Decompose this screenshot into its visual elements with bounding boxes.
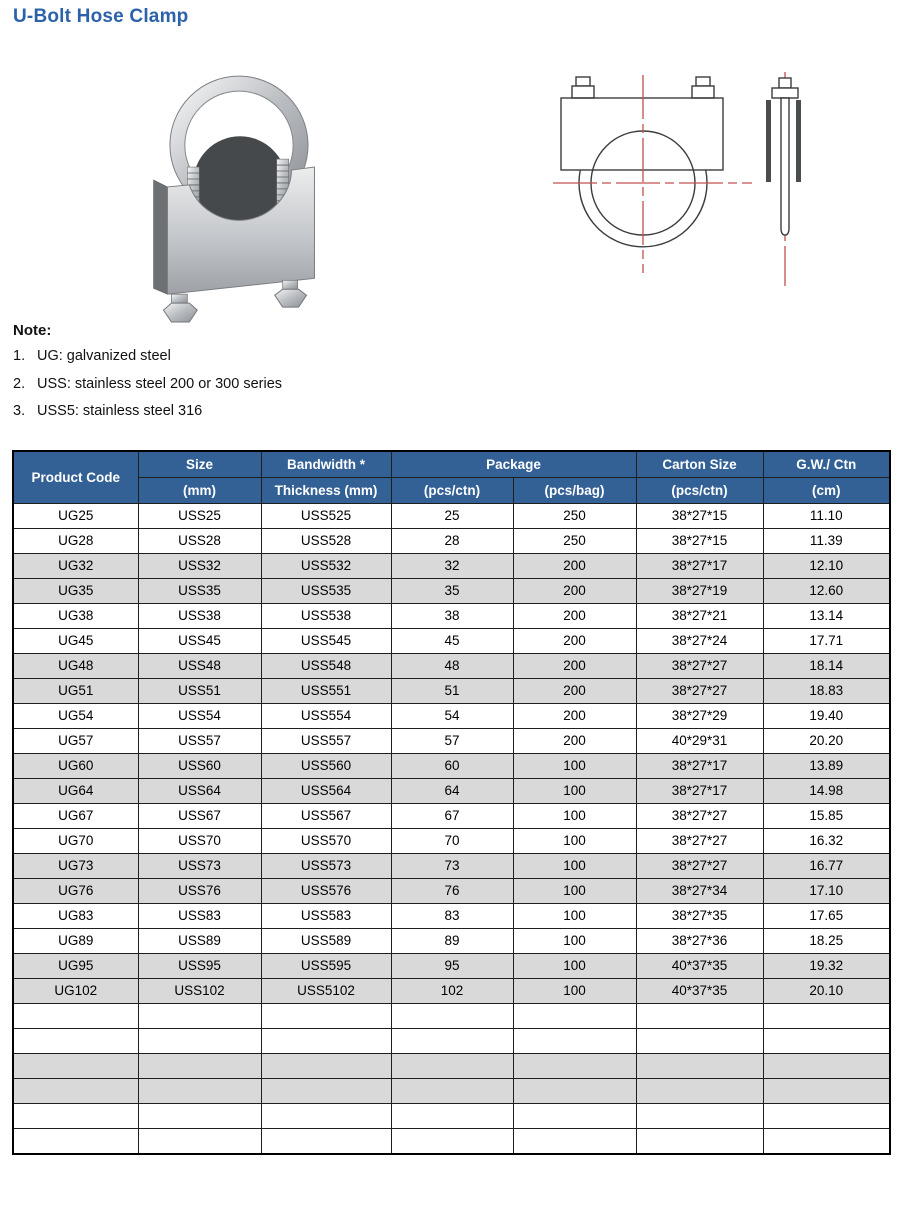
table-cell: UG95 [13,953,138,978]
table-cell: 57 [391,728,513,753]
table-row [13,503,890,528]
table-cell: 67 [391,803,513,828]
table-cell: UG73 [13,853,138,878]
table-row [13,528,890,553]
table-cell: USS528 [261,528,391,553]
table-cell [391,1103,513,1128]
table-row [13,678,890,703]
table-cell: 100 [513,853,636,878]
table-cell: 38*27*36 [636,928,763,953]
table-cell: USS102 [138,978,261,1003]
table-row [13,628,890,653]
table-cell: 38*27*27 [636,678,763,703]
table-cell: USS64 [138,778,261,803]
table-cell: 38*27*17 [636,553,763,578]
table-cell: 100 [513,803,636,828]
table-cell: 38*27*19 [636,578,763,603]
table-cell: 100 [513,753,636,778]
table-cell: 18.83 [763,678,890,703]
table-cell: 48 [391,653,513,678]
table-cell [763,1053,890,1078]
table-cell: 32 [391,553,513,578]
table-row-empty [13,1053,890,1078]
table-cell: USS573 [261,853,391,878]
table-row-empty [13,1003,890,1028]
table-cell: 19.32 [763,953,890,978]
table-cell: USS5102 [261,978,391,1003]
table-cell: UG25 [13,503,138,528]
table-cell [763,1103,890,1128]
table-cell: 76 [391,878,513,903]
table-row [13,828,890,853]
col-header-package: Package [391,451,636,477]
table-cell [261,1028,391,1053]
table-cell: USS83 [138,903,261,928]
table-cell: 20.10 [763,978,890,1003]
table-cell: USS28 [138,528,261,553]
table-cell: USS525 [261,503,391,528]
table-cell [138,1078,261,1103]
u-bolt-clamp-photo [126,28,346,324]
spec-table-body [13,503,890,1154]
table-cell: USS570 [261,828,391,853]
note-item [13,348,282,364]
table-cell: 250 [513,503,636,528]
table-cell: USS567 [261,803,391,828]
table-row-empty [13,1128,890,1154]
table-cell: 25 [391,503,513,528]
table-cell: 200 [513,578,636,603]
col-header-carton-size: Carton Size [636,451,763,477]
table-cell: USS564 [261,778,391,803]
table-cell: 20.20 [763,728,890,753]
table-cell: 28 [391,528,513,553]
table-cell: 12.60 [763,578,890,603]
table-cell: 95 [391,953,513,978]
note-item-number: 3. [13,403,26,419]
table-cell [391,1053,513,1078]
col-subheader-pcs-bag: (pcs/bag) [513,477,636,503]
table-row [13,653,890,678]
side-view-technical-drawing [752,72,814,297]
table-cell: 54 [391,703,513,728]
table-cell: 38*27*17 [636,753,763,778]
table-cell: 200 [513,603,636,628]
note-list [13,348,282,431]
table-cell [138,1053,261,1078]
col-subheader-thickness: Thickness (mm) [261,477,391,503]
table-cell: 38*27*35 [636,903,763,928]
page-title: U-Bolt Hose Clamp [13,6,189,27]
table-cell: USS545 [261,628,391,653]
table-cell: USS535 [261,578,391,603]
table-cell [261,1078,391,1103]
table-cell: 70 [391,828,513,853]
table-cell [13,1028,138,1053]
table-cell: 200 [513,628,636,653]
table-cell [138,1003,261,1028]
table-cell [261,1053,391,1078]
table-row-empty [13,1028,890,1053]
table-cell [636,1028,763,1053]
table-cell: 14.98 [763,778,890,803]
table-cell: UG64 [13,778,138,803]
table-cell [13,1103,138,1128]
note-item [13,376,282,392]
table-cell [636,1003,763,1028]
table-cell: USS532 [261,553,391,578]
table-cell [513,1128,636,1154]
spec-table-header [13,451,890,503]
table-cell: UG83 [13,903,138,928]
table-cell: USS76 [138,878,261,903]
table-cell: 38*27*27 [636,853,763,878]
table-cell: 38*27*34 [636,878,763,903]
table-cell: 200 [513,678,636,703]
table-cell [13,1078,138,1103]
table-row [13,728,890,753]
table-cell: 17.65 [763,903,890,928]
table-cell: 38*27*24 [636,628,763,653]
table-row-empty [13,1078,890,1103]
table-cell: 35 [391,578,513,603]
table-cell: UG67 [13,803,138,828]
table-cell [13,1128,138,1154]
table-cell [138,1028,261,1053]
table-cell: USS32 [138,553,261,578]
table-cell: USS95 [138,953,261,978]
table-cell: 19.40 [763,703,890,728]
table-row [13,578,890,603]
table-row [13,778,890,803]
table-cell [391,1028,513,1053]
table-cell [261,1003,391,1028]
table-cell: 40*37*35 [636,978,763,1003]
table-cell [513,1053,636,1078]
table-cell [261,1128,391,1154]
table-cell: 38*27*27 [636,828,763,853]
table-cell: 100 [513,928,636,953]
table-cell: 200 [513,653,636,678]
table-cell: 83 [391,903,513,928]
table-cell: 100 [513,778,636,803]
table-cell: USS560 [261,753,391,778]
table-cell: USS48 [138,653,261,678]
table-cell [391,1128,513,1154]
col-subheader-gw-unit: (cm) [763,477,890,503]
table-cell: USS45 [138,628,261,653]
table-cell: UG60 [13,753,138,778]
table-cell: 38*27*29 [636,703,763,728]
table-cell: USS51 [138,678,261,703]
table-cell: UG38 [13,603,138,628]
table-row [13,953,890,978]
table-row [13,853,890,878]
table-cell: USS557 [261,728,391,753]
note-item-text: USS: stainless steel 200 or 300 series [37,375,283,392]
table-cell: USS583 [261,903,391,928]
table-cell [636,1128,763,1154]
table-cell: USS589 [261,928,391,953]
table-cell: UG32 [13,553,138,578]
table-cell: UG51 [13,678,138,703]
note-heading: Note: [13,322,52,339]
table-cell [763,1028,890,1053]
table-cell: USS38 [138,603,261,628]
table-cell [138,1128,261,1154]
front-view-technical-drawing [545,70,760,298]
table-cell: 73 [391,853,513,878]
col-subheader-carton-pcs-ctn: (pcs/ctn) [636,477,763,503]
table-cell: 15.85 [763,803,890,828]
table-cell: USS54 [138,703,261,728]
table-cell: USS70 [138,828,261,853]
table-cell: 200 [513,553,636,578]
table-cell: USS57 [138,728,261,753]
table-cell: 60 [391,753,513,778]
table-cell: 16.32 [763,828,890,853]
table-cell: UG35 [13,578,138,603]
table-cell: USS554 [261,703,391,728]
table-cell: UG28 [13,528,138,553]
table-cell: UG76 [13,878,138,903]
table-cell: 13.89 [763,753,890,778]
table-cell: 45 [391,628,513,653]
table-cell: USS73 [138,853,261,878]
table-cell: 38 [391,603,513,628]
table-cell [138,1103,261,1128]
table-cell: 200 [513,728,636,753]
table-cell [513,1103,636,1128]
note-item-number: 1. [13,348,26,364]
table-cell: 38*27*27 [636,653,763,678]
note-item-number: 2. [13,375,26,392]
spec-table [12,450,891,1155]
col-subheader-size-unit: (mm) [138,477,261,503]
table-cell: 102 [391,978,513,1003]
col-header-size: Size [138,451,261,477]
table-cell [13,1053,138,1078]
table-cell [513,1078,636,1103]
table-cell: UG45 [13,628,138,653]
table-cell: 250 [513,528,636,553]
table-row [13,753,890,778]
table-cell: 11.39 [763,528,890,553]
table-cell [391,1003,513,1028]
table-cell: 38*27*21 [636,603,763,628]
col-header-bandwidth: Bandwidth * [261,451,391,477]
table-row [13,978,890,1003]
table-cell: USS25 [138,503,261,528]
table-cell: 11.10 [763,503,890,528]
table-cell [13,1003,138,1028]
table-cell: UG57 [13,728,138,753]
note-item [13,403,282,419]
table-cell: USS595 [261,953,391,978]
table-cell: 38*27*17 [636,778,763,803]
table-cell: 13.14 [763,603,890,628]
note-item-text: USS5: stainless steel 316 [37,403,203,419]
table-cell: USS67 [138,803,261,828]
table-cell: 89 [391,928,513,953]
table-cell: 16.77 [763,853,890,878]
table-cell [513,1003,636,1028]
table-cell: 40*37*35 [636,953,763,978]
table-cell: USS60 [138,753,261,778]
table-cell: 200 [513,703,636,728]
table-row [13,803,890,828]
table-row [13,878,890,903]
table-cell: UG89 [13,928,138,953]
col-header-gw-ctn: G.W./ Ctn [763,451,890,477]
table-cell: 38*27*15 [636,528,763,553]
table-cell: 12.10 [763,553,890,578]
table-cell [636,1053,763,1078]
table-cell: 100 [513,953,636,978]
table-cell: UG102 [13,978,138,1003]
table-cell: 100 [513,878,636,903]
table-cell: 100 [513,903,636,928]
table-cell [636,1103,763,1128]
table-row [13,928,890,953]
table-cell: UG70 [13,828,138,853]
table-cell: USS89 [138,928,261,953]
table-cell: USS548 [261,653,391,678]
table-cell: 17.71 [763,628,890,653]
note-item-text: UG: galvanized steel [37,348,171,364]
table-row [13,553,890,578]
table-cell: USS576 [261,878,391,903]
table-cell: 64 [391,778,513,803]
table-cell: 100 [513,978,636,1003]
table-cell: 100 [513,828,636,853]
table-cell: 17.10 [763,878,890,903]
table-cell: 51 [391,678,513,703]
table-cell: 18.25 [763,928,890,953]
table-row-empty [13,1103,890,1128]
table-cell [763,1003,890,1028]
col-subheader-pcs-ctn: (pcs/ctn) [391,477,513,503]
table-row [13,903,890,928]
table-row [13,703,890,728]
table-cell [636,1078,763,1103]
table-row [13,603,890,628]
table-cell: UG54 [13,703,138,728]
table-cell [261,1103,391,1128]
table-cell [513,1028,636,1053]
table-cell: USS538 [261,603,391,628]
table-cell: 38*27*15 [636,503,763,528]
table-cell [763,1078,890,1103]
table-cell: 38*27*27 [636,803,763,828]
table-cell: 18.14 [763,653,890,678]
col-header-product-code: Product Code [13,451,138,503]
table-cell: USS35 [138,578,261,603]
table-cell: 40*29*31 [636,728,763,753]
table-cell [391,1078,513,1103]
table-cell: UG48 [13,653,138,678]
table-cell: USS551 [261,678,391,703]
table-cell [763,1128,890,1154]
